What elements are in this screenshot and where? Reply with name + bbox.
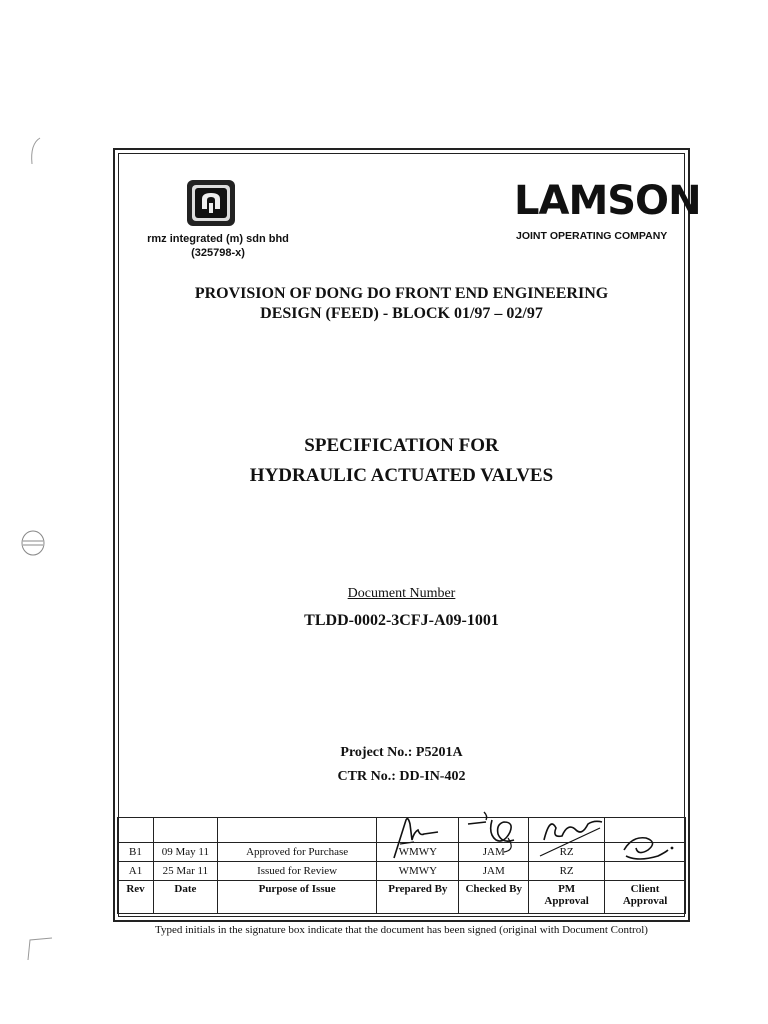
header-purpose: Purpose of Issue [217,881,377,914]
header-pm-line2: Approval [544,895,589,907]
ctr-number: CTR No.: DD-IN-402 [337,769,466,784]
client-cell [605,862,686,881]
purpose-cell: Issued for Review [217,862,377,881]
document-number-label: Document Number [347,586,456,601]
header-client-line2: Approval [622,895,668,907]
header-client-approval [605,881,686,914]
table-row [118,862,686,881]
signature-client [618,828,682,864]
header-prepared: Prepared By [377,881,459,914]
company-left-title: rmz integrated (m) sdn bhd [147,233,289,245]
document-number: TLDD-0002-3CFJ-A09-1001 [304,612,499,629]
date-cell: 09 May 11 [153,843,217,862]
checked-cell: JAM [459,862,529,881]
scan-mark-bottom [24,934,54,964]
project-number: Project No.: P5201A [340,745,463,760]
pm-cell: RZ [529,862,605,881]
project-title-line1: PROVISION OF DONG DO FRONT END ENGINEERING [194,285,609,302]
punch-hole-mark [20,528,46,558]
purpose-cell: Approved for Purchase [217,843,377,862]
signature-pm [536,810,608,858]
header-rev: Rev [118,881,154,914]
spec-title-line1: SPECIFICATION FOR [304,435,499,456]
header-pm-line1: PM [558,883,576,895]
prepared-cell: WMWY [377,843,459,862]
lamson-subtitle: JOINT OPERATING COMPANY [516,230,668,242]
project-title [117,284,686,324]
header-pm-approval [529,881,605,914]
project-title-line2: DESIGN (FEED) - BLOCK 01/97 – 02/97 [260,305,543,322]
spec-title [117,431,686,491]
document-border-inner [118,153,685,917]
header-client-line1: Client [630,883,660,895]
checked-cell: JAM [459,843,529,862]
table-header-row [118,881,686,914]
signature-checked [464,810,530,854]
signature-prepared [388,814,458,860]
rmz-logo-icon [186,179,236,227]
rev-cell: B1 [118,843,154,862]
lamson-logo: LAMSON [514,178,701,224]
prepared-cell: WMWY [377,862,459,881]
spec-title-line2: HYDRAULIC ACTUATED VALVES [249,465,554,486]
pm-cell: RZ [529,843,605,862]
company-left-registration: (325798-x) [191,247,245,259]
rev-cell: A1 [118,862,154,881]
date-cell: 25 Mar 11 [153,862,217,881]
header-checked: Checked By [459,881,529,914]
company-left-name [118,232,318,260]
scan-mark-top [26,136,42,166]
header-date: Date [153,881,217,914]
signature-footnote: Typed initials in the signature box indicate that the document has been signed (original with Document Control) [155,924,648,936]
document-border [113,148,690,922]
